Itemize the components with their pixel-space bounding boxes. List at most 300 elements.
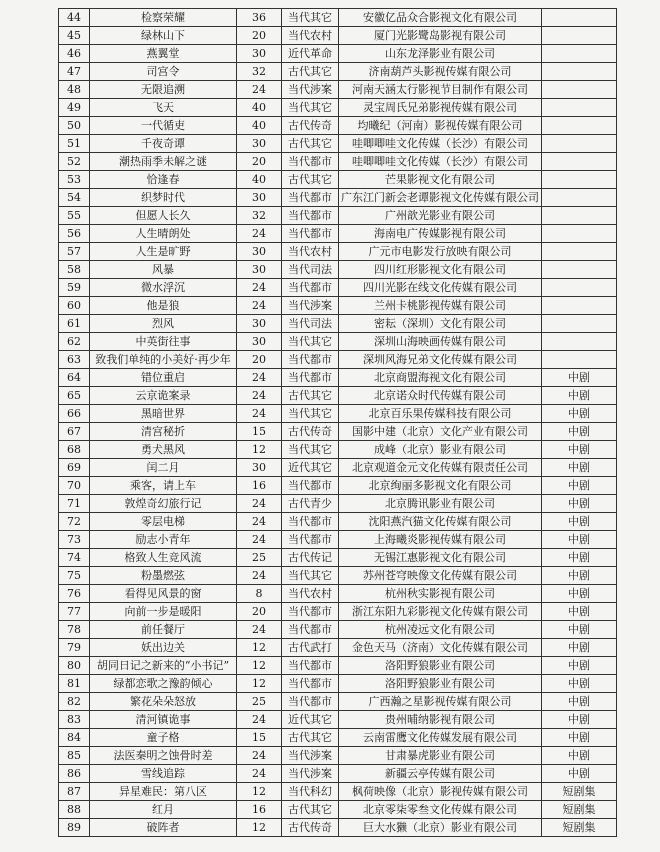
table-row <box>59 477 617 495</box>
drama-title: 零层电梯 <box>90 513 237 531</box>
production-company: 巨大水獭（北京）影业有限公司 <box>339 819 542 837</box>
remark <box>542 81 617 99</box>
row-number: 77 <box>59 603 90 621</box>
drama-title: 错位重启 <box>90 369 237 387</box>
episode-count: 12 <box>237 441 282 459</box>
table-row <box>59 135 617 153</box>
production-company: 北京观道金元文化传媒有限责任公司 <box>339 459 542 477</box>
remark <box>542 189 617 207</box>
table-row <box>59 549 617 567</box>
drama-genre: 当代都市 <box>282 531 339 549</box>
drama-title: 人生是旷野 <box>90 243 237 261</box>
episode-count: 25 <box>237 693 282 711</box>
table-row <box>59 729 617 747</box>
remark: 中剧 <box>542 711 617 729</box>
drama-genre: 当代其它 <box>282 441 339 459</box>
drama-genre: 当代涉案 <box>282 81 339 99</box>
drama-title: 绿林山下 <box>90 27 237 45</box>
production-company: 无锡江惠影视文化有限公司 <box>339 549 542 567</box>
table-row <box>59 153 617 171</box>
row-number: 71 <box>59 495 90 513</box>
table-row <box>59 441 617 459</box>
drama-genre: 当代科幻 <box>282 783 339 801</box>
table-row <box>59 801 617 819</box>
remark: 中剧 <box>542 765 617 783</box>
drama-title: 胡同日记之新来的“小书记” <box>90 657 237 675</box>
drama-genre: 当代农村 <box>282 243 339 261</box>
drama-genre: 古代其它 <box>282 387 339 405</box>
drama-genre: 当代涉案 <box>282 297 339 315</box>
drama-title: 励志小青年 <box>90 531 237 549</box>
table-row <box>59 45 617 63</box>
remark <box>542 153 617 171</box>
drama-title: 一代循吏 <box>90 117 237 135</box>
episode-count: 12 <box>237 675 282 693</box>
drama-title: 敦煌奇幻旅行记 <box>90 495 237 513</box>
drama-title: 看得见风景的窗 <box>90 585 237 603</box>
table-row <box>59 333 617 351</box>
drama-title: 勇犬黑风 <box>90 441 237 459</box>
remark <box>542 117 617 135</box>
production-company: 苏州苍穹映像文化传媒有限公司 <box>339 567 542 585</box>
table-row <box>59 423 617 441</box>
table-row <box>59 315 617 333</box>
remark <box>542 207 617 225</box>
table-row <box>59 657 617 675</box>
row-number: 74 <box>59 549 90 567</box>
episode-count: 12 <box>237 819 282 837</box>
episode-count: 24 <box>237 369 282 387</box>
row-number: 46 <box>59 45 90 63</box>
drama-genre: 当代都市 <box>282 693 339 711</box>
drama-genre: 古代传奇 <box>282 117 339 135</box>
row-number: 76 <box>59 585 90 603</box>
row-number: 63 <box>59 351 90 369</box>
episode-count: 24 <box>237 495 282 513</box>
production-company: 深圳风海兄弟文化传媒有限公司 <box>339 351 542 369</box>
production-company: 四川光影在线文化传媒有限公司 <box>339 279 542 297</box>
row-number: 66 <box>59 405 90 423</box>
drama-genre: 当代都市 <box>282 603 339 621</box>
production-company: 云南雷鹰文化传媒发展有限公司 <box>339 729 542 747</box>
drama-genre: 近代其它 <box>282 459 339 477</box>
remark <box>542 279 617 297</box>
drama-title: 中英街往事 <box>90 333 237 351</box>
production-company: 上海曦炎影视传媒有限公司 <box>339 531 542 549</box>
episode-count: 24 <box>237 387 282 405</box>
remark: 中剧 <box>542 585 617 603</box>
remark <box>542 63 617 81</box>
row-number: 68 <box>59 441 90 459</box>
drama-genre: 当代农村 <box>282 585 339 603</box>
drama-title: 粉墨燃弦 <box>90 567 237 585</box>
remark: 短剧集 <box>542 783 617 801</box>
row-number: 67 <box>59 423 90 441</box>
production-company: 北京百乐果传媒科技有限公司 <box>339 405 542 423</box>
production-company: 杭州凌远文化有限公司 <box>339 621 542 639</box>
row-number: 45 <box>59 27 90 45</box>
drama-title: 乘客，请上车 <box>90 477 237 495</box>
table-row <box>59 585 617 603</box>
drama-title: 法医秦明之蚀骨时差 <box>90 747 237 765</box>
remark: 中剧 <box>542 621 617 639</box>
episode-count: 24 <box>237 567 282 585</box>
drama-title: 烈风 <box>90 315 237 333</box>
drama-genre: 当代都市 <box>282 369 339 387</box>
table-row <box>59 117 617 135</box>
row-number: 75 <box>59 567 90 585</box>
episode-count: 20 <box>237 27 282 45</box>
table-row <box>59 99 617 117</box>
episode-count: 30 <box>237 333 282 351</box>
drama-genre: 古代其它 <box>282 801 339 819</box>
drama-genre: 古代传奇 <box>282 423 339 441</box>
episode-count: 40 <box>237 117 282 135</box>
drama-genre: 当代都市 <box>282 189 339 207</box>
table-row <box>59 387 617 405</box>
row-number: 60 <box>59 297 90 315</box>
drama-genre: 古代传记 <box>282 549 339 567</box>
remark: 中剧 <box>542 729 617 747</box>
production-company: 深圳山海映画传媒有限公司 <box>339 333 542 351</box>
remark: 中剧 <box>542 675 617 693</box>
table-row <box>59 279 617 297</box>
remark: 短剧集 <box>542 801 617 819</box>
drama-genre: 当代其它 <box>282 9 339 27</box>
row-number: 48 <box>59 81 90 99</box>
remark <box>542 171 617 189</box>
episode-count: 40 <box>237 99 282 117</box>
table-row <box>59 9 617 27</box>
drama-title: 致我们单纯的小美好·再少年 <box>90 351 237 369</box>
row-number: 65 <box>59 387 90 405</box>
table-row <box>59 675 617 693</box>
drama-title: 他是狼 <box>90 297 237 315</box>
drama-registration-table <box>58 8 617 837</box>
row-number: 73 <box>59 531 90 549</box>
production-company: 海南电广传媒影视有限公司 <box>339 225 542 243</box>
drama-title: 人生晴朗处 <box>90 225 237 243</box>
table-row <box>59 621 617 639</box>
drama-genre: 当代其它 <box>282 567 339 585</box>
table-row <box>59 243 617 261</box>
production-company: 广西瀚之星影视传媒有限公司 <box>339 693 542 711</box>
drama-genre: 当代都市 <box>282 207 339 225</box>
drama-genre: 当代都市 <box>282 279 339 297</box>
production-company: 北京商盟海视文化有限公司 <box>339 369 542 387</box>
remark: 短剧集 <box>542 819 617 837</box>
drama-title: 千夜奇谭 <box>90 135 237 153</box>
episode-count: 20 <box>237 603 282 621</box>
drama-genre: 古代其它 <box>282 171 339 189</box>
row-number: 86 <box>59 765 90 783</box>
remark <box>542 27 617 45</box>
production-company: 沈阳燕汽猫文化传媒有限公司 <box>339 513 542 531</box>
row-number: 54 <box>59 189 90 207</box>
remark <box>542 333 617 351</box>
row-number: 83 <box>59 711 90 729</box>
drama-genre: 近代其它 <box>282 711 339 729</box>
production-company: 杭州秋实影视有限公司 <box>339 585 542 603</box>
episode-count: 32 <box>237 63 282 81</box>
production-company: 厦门光影鹭岛影视有限公司 <box>339 27 542 45</box>
production-company: 北京腾讯影业有限公司 <box>339 495 542 513</box>
row-number: 55 <box>59 207 90 225</box>
drama-title: 但愿人长久 <box>90 207 237 225</box>
drama-genre: 古代传奇 <box>282 819 339 837</box>
production-company: 成峰（北京）影业有限公司 <box>339 441 542 459</box>
table-row <box>59 261 617 279</box>
episode-count: 25 <box>237 549 282 567</box>
production-company: 广元市电影发行放映有限公司 <box>339 243 542 261</box>
drama-genre: 当代农村 <box>282 27 339 45</box>
remark: 中剧 <box>542 567 617 585</box>
drama-title: 闰二月 <box>90 459 237 477</box>
row-number: 79 <box>59 639 90 657</box>
remark <box>542 261 617 279</box>
drama-genre: 古代其它 <box>282 135 339 153</box>
episode-count: 24 <box>237 621 282 639</box>
drama-genre: 当代其它 <box>282 405 339 423</box>
episode-count: 24 <box>237 297 282 315</box>
table-row <box>59 531 617 549</box>
row-number: 56 <box>59 225 90 243</box>
production-company: 北京诺众时代传媒有限公司 <box>339 387 542 405</box>
episode-count: 24 <box>237 81 282 99</box>
remark: 中剧 <box>542 549 617 567</box>
production-company: 枫荷映像（北京）影视传媒有限公司 <box>339 783 542 801</box>
drama-title: 绿都恋歌之豫韵倾心 <box>90 675 237 693</box>
table-row <box>59 747 617 765</box>
row-number: 80 <box>59 657 90 675</box>
drama-title: 妖出边关 <box>90 639 237 657</box>
episode-count: 32 <box>237 207 282 225</box>
remark: 中剧 <box>542 459 617 477</box>
remark <box>542 99 617 117</box>
production-company: 广州歆光影业有限公司 <box>339 207 542 225</box>
table-row <box>59 225 617 243</box>
drama-title: 繁花朵朵怒放 <box>90 693 237 711</box>
row-number: 57 <box>59 243 90 261</box>
table-row <box>59 603 617 621</box>
production-company: 灵宝周氏兄弟影视传媒有限公司 <box>339 99 542 117</box>
drama-title: 无限追溯 <box>90 81 237 99</box>
drama-genre: 当代都市 <box>282 513 339 531</box>
table-row <box>59 459 617 477</box>
drama-genre: 当代都市 <box>282 621 339 639</box>
drama-genre: 当代都市 <box>282 675 339 693</box>
drama-genre: 当代都市 <box>282 225 339 243</box>
row-number: 52 <box>59 153 90 171</box>
production-company: 河南天涵太行影视节目制作有限公司 <box>339 81 542 99</box>
remark: 中剧 <box>542 423 617 441</box>
drama-title: 微水浮沉 <box>90 279 237 297</box>
production-company: 洛阳野狼影业有限公司 <box>339 657 542 675</box>
remark <box>542 243 617 261</box>
row-number: 64 <box>59 369 90 387</box>
drama-title: 织梦时代 <box>90 189 237 207</box>
drama-title: 风暴 <box>90 261 237 279</box>
drama-genre: 当代都市 <box>282 657 339 675</box>
table-row <box>59 495 617 513</box>
table-body <box>59 9 617 837</box>
production-company: 洛阳野狼影业有限公司 <box>339 675 542 693</box>
remark: 中剧 <box>542 693 617 711</box>
row-number: 87 <box>59 783 90 801</box>
remark: 中剧 <box>542 531 617 549</box>
episode-count: 24 <box>237 279 282 297</box>
remark <box>542 351 617 369</box>
episode-count: 24 <box>237 747 282 765</box>
table-row <box>59 765 617 783</box>
remark <box>542 225 617 243</box>
drama-title: 红月 <box>90 801 237 819</box>
drama-genre: 近代革命 <box>282 45 339 63</box>
drama-genre: 当代司法 <box>282 315 339 333</box>
production-company: 哇唧唧哇文化传媒（长沙）有限公司 <box>339 135 542 153</box>
episode-count: 30 <box>237 45 282 63</box>
episode-count: 30 <box>237 261 282 279</box>
row-number: 59 <box>59 279 90 297</box>
episode-count: 16 <box>237 801 282 819</box>
episode-count: 12 <box>237 783 282 801</box>
row-number: 84 <box>59 729 90 747</box>
drama-genre: 当代其它 <box>282 99 339 117</box>
production-company: 济南葫芦头影视传媒有限公司 <box>339 63 542 81</box>
table-row <box>59 513 617 531</box>
table-row <box>59 351 617 369</box>
row-number: 58 <box>59 261 90 279</box>
drama-genre: 古代青少 <box>282 495 339 513</box>
episode-count: 12 <box>237 639 282 657</box>
remark <box>542 297 617 315</box>
production-company: 芒果影视文化有限公司 <box>339 171 542 189</box>
drama-title: 司宫令 <box>90 63 237 81</box>
drama-title: 检察荣耀 <box>90 9 237 27</box>
row-number: 78 <box>59 621 90 639</box>
table-row <box>59 27 617 45</box>
episode-count: 30 <box>237 135 282 153</box>
production-company: 四川红形影视文化有限公司 <box>339 261 542 279</box>
drama-title: 燕翼堂 <box>90 45 237 63</box>
table-row <box>59 189 617 207</box>
table-row <box>59 567 617 585</box>
episode-count: 15 <box>237 729 282 747</box>
table-row <box>59 297 617 315</box>
remark <box>542 45 617 63</box>
production-company: 新疆云亭传媒有限公司 <box>339 765 542 783</box>
production-company: 金色天马（济南）文化传媒有限公司 <box>339 639 542 657</box>
table-row <box>59 81 617 99</box>
episode-count: 20 <box>237 153 282 171</box>
production-company: 国影中建（北京）文化产业有限公司 <box>339 423 542 441</box>
table-row <box>59 369 617 387</box>
remark <box>542 315 617 333</box>
episode-count: 30 <box>237 315 282 333</box>
drama-title: 童子格 <box>90 729 237 747</box>
production-company: 北京绚丽多影视文化有限公司 <box>339 477 542 495</box>
remark: 中剧 <box>542 387 617 405</box>
remark <box>542 9 617 27</box>
row-number: 47 <box>59 63 90 81</box>
remark: 中剧 <box>542 369 617 387</box>
table-row <box>59 405 617 423</box>
row-number: 89 <box>59 819 90 837</box>
production-company: 贵州晡纳影视有限公司 <box>339 711 542 729</box>
table-row <box>59 693 617 711</box>
row-number: 62 <box>59 333 90 351</box>
episode-count: 40 <box>237 171 282 189</box>
production-company: 兰州卡桃影视传媒有限公司 <box>339 297 542 315</box>
episode-count: 24 <box>237 765 282 783</box>
row-number: 72 <box>59 513 90 531</box>
remark: 中剧 <box>542 657 617 675</box>
drama-title: 云京诡案录 <box>90 387 237 405</box>
row-number: 50 <box>59 117 90 135</box>
table-row <box>59 819 617 837</box>
episode-count: 24 <box>237 225 282 243</box>
episode-count: 24 <box>237 405 282 423</box>
row-number: 70 <box>59 477 90 495</box>
row-number: 61 <box>59 315 90 333</box>
row-number: 44 <box>59 9 90 27</box>
remark: 中剧 <box>542 477 617 495</box>
episode-count: 24 <box>237 531 282 549</box>
table-row <box>59 171 617 189</box>
drama-genre: 当代司法 <box>282 261 339 279</box>
remark: 中剧 <box>542 405 617 423</box>
drama-genre: 古代其它 <box>282 729 339 747</box>
production-company: 哇唧唧哇文化传媒（长沙）有限公司 <box>339 153 542 171</box>
episode-count: 15 <box>237 423 282 441</box>
production-company: 北京零柒零叁文化传媒有限公司 <box>339 801 542 819</box>
episode-count: 30 <box>237 243 282 261</box>
drama-genre: 当代都市 <box>282 153 339 171</box>
drama-title: 向前一步是暖阳 <box>90 603 237 621</box>
drama-title: 前任餐厅 <box>90 621 237 639</box>
drama-title: 异星难民：第八区 <box>90 783 237 801</box>
drama-title: 格致人生竞风流 <box>90 549 237 567</box>
remark: 中剧 <box>542 495 617 513</box>
episode-count: 16 <box>237 477 282 495</box>
drama-genre: 当代都市 <box>282 351 339 369</box>
row-number: 82 <box>59 693 90 711</box>
drama-genre: 当代都市 <box>282 477 339 495</box>
drama-genre: 当代涉案 <box>282 747 339 765</box>
drama-genre: 当代涉案 <box>282 765 339 783</box>
remark: 中剧 <box>542 441 617 459</box>
table-row <box>59 783 617 801</box>
table-row <box>59 63 617 81</box>
episode-count: 24 <box>237 513 282 531</box>
episode-count: 36 <box>237 9 282 27</box>
row-number: 88 <box>59 801 90 819</box>
production-company: 山东龙泽影业有限公司 <box>339 45 542 63</box>
table-row <box>59 207 617 225</box>
remark <box>542 135 617 153</box>
drama-title: 破阵者 <box>90 819 237 837</box>
remark: 中剧 <box>542 513 617 531</box>
remark: 中剧 <box>542 747 617 765</box>
drama-title: 恰逢春 <box>90 171 237 189</box>
drama-title: 清宫秘折 <box>90 423 237 441</box>
drama-genre: 古代武打 <box>282 639 339 657</box>
production-company: 密耘（深圳）文化有限公司 <box>339 315 542 333</box>
production-company: 浙江东阳九彩影视文化传媒有限公司 <box>339 603 542 621</box>
drama-title: 黑暗世界 <box>90 405 237 423</box>
episode-count: 20 <box>237 351 282 369</box>
row-number: 81 <box>59 675 90 693</box>
